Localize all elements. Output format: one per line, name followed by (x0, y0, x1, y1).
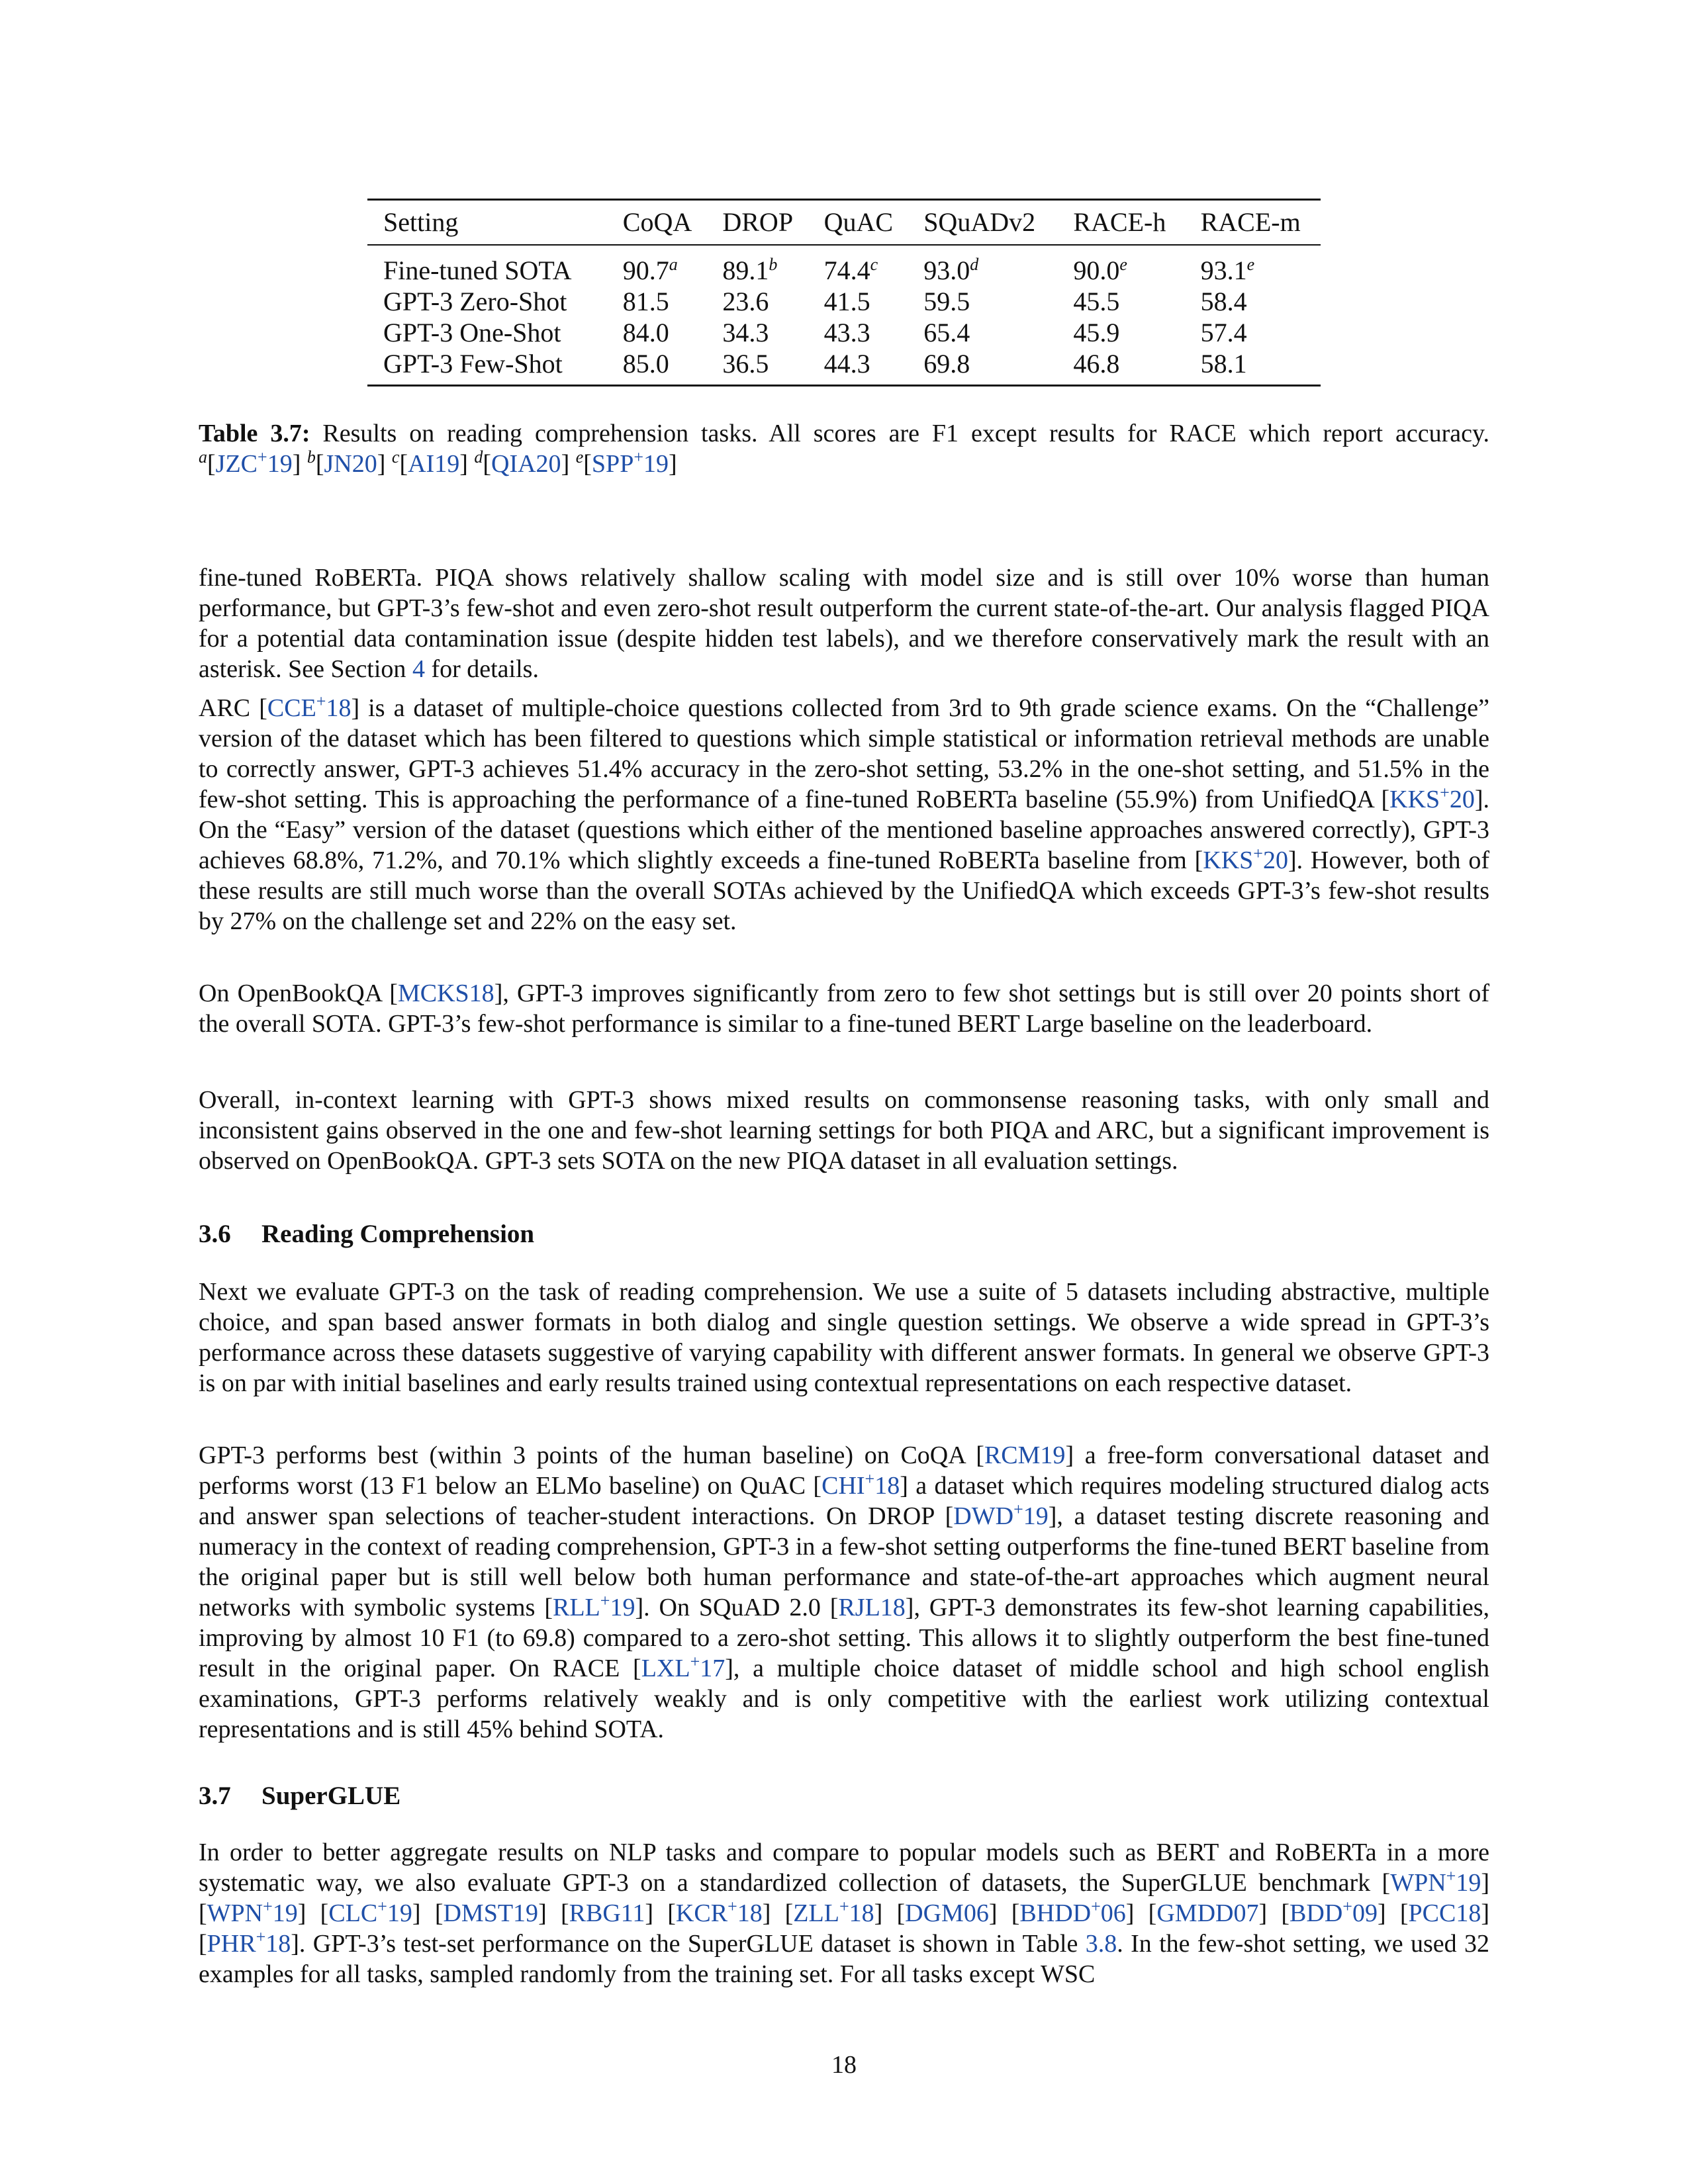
cell-value: 93.0 (923, 255, 970, 285)
section-heading-3-6 (199, 1219, 534, 1249)
section-number: 3.7 (199, 1782, 231, 1810)
citation-link[interactable]: CHI+18 (821, 1469, 900, 1500)
citation-link[interactable]: JN20 (324, 450, 377, 478)
citation-link[interactable]: DMST19 (443, 1899, 539, 1927)
cell-value: 81.5 (622, 286, 669, 316)
citation-link[interactable]: RBG11 (569, 1899, 645, 1927)
row-setting-label: GPT-3 Zero-Shot (383, 286, 567, 316)
column-header: QuAC (808, 200, 908, 245)
caption-reference: $^b$[JN20] (306, 447, 386, 478)
footnote-marker: e (1246, 254, 1255, 274)
citation-link[interactable]: RCM19 (984, 1441, 1066, 1469)
table-cell (607, 317, 707, 348)
caption-reference: $^a$[JZC+19] (199, 447, 301, 478)
cell-value: 65.4 (923, 317, 970, 347)
footnote-marker: c (870, 254, 878, 274)
paper-page (199, 0, 1489, 2184)
section-number: 3.6 (199, 1220, 231, 1248)
table-caption (199, 418, 1489, 479)
caption-text: Results on reading comprehension tasks. All scores are F1 except results for RACE which report accuracy. (310, 420, 1489, 447)
table-cell (706, 348, 808, 386)
citation-link[interactable]: JZC+19 (215, 447, 293, 478)
table-cell (1057, 348, 1184, 386)
cell-value: 93.1 (1200, 255, 1247, 285)
cell-value: 59.5 (923, 286, 970, 316)
cell-value: 90.0 (1073, 255, 1120, 285)
table-cell (908, 286, 1057, 317)
paragraph-superglue: In order to better aggregate results on NLP tasks and compare to popular models such as BERT and RoBERTa in a more systematic way, we also evaluate GPT-3 on a standardized collection of datasets, the SuperGLUE benchmark [WPN+19] [WPN+19] [CLC+19] [DMST19] [RBG11] [KCR+18] [ZLL+18] [DGM06] [BHDD+06] [GMDD07] [BDD+09] [PCC18] [PHR+18]. GPT-3’s test-set performance on the SuperGLUE dataset is shown in Table 3.8. In the few-shot setting, we used 32 examples for all tasks, sampled randomly from the training set. For all tasks except WSC (199, 1839, 1489, 1988)
citation-link[interactable]: PHR+18 (207, 1927, 291, 1958)
citation-link[interactable]: WPN+19 (207, 1897, 298, 1927)
table-cell (808, 348, 908, 386)
cell-value: 58.1 (1200, 348, 1247, 379)
citation-link[interactable]: WPN+19 (1390, 1866, 1481, 1897)
cell-value: 41.5 (823, 286, 870, 316)
table-cell (808, 317, 908, 348)
caption-label: Table 3.7: (199, 420, 310, 447)
citation-link[interactable]: LXL+17 (641, 1652, 726, 1682)
table-cell (1185, 348, 1321, 386)
results-table (367, 199, 1321, 387)
caption-reference: $^c$[AI19] (391, 447, 468, 478)
footnote-marker: e (575, 447, 584, 467)
table-cell (1057, 245, 1184, 286)
cell-value: 85.0 (622, 348, 669, 379)
page-number: 18 (831, 2051, 857, 2079)
cell-value: 34.3 (722, 317, 769, 347)
cell-value: 69.8 (923, 348, 970, 379)
caption-reference: $^e$[SPP+19] (575, 447, 677, 478)
table-cell (1185, 286, 1321, 317)
cell-value: 43.3 (823, 317, 870, 347)
citation-link[interactable]: DGM06 (905, 1899, 989, 1927)
table-cell (1185, 317, 1321, 348)
table-row (367, 348, 1321, 386)
cell-value: 57.4 (1200, 317, 1247, 347)
cell-value: 45.5 (1073, 286, 1120, 316)
citation-link[interactable]: CCE+18 (267, 692, 352, 722)
cell-value: 45.9 (1073, 317, 1120, 347)
footnote-marker: d (474, 447, 483, 467)
row-setting-label: Fine-tuned SOTA (383, 255, 572, 285)
row-setting-label: GPT-3 Few-Shot (367, 348, 607, 386)
table-cell (908, 245, 1057, 286)
citation-link[interactable]: 4 (412, 655, 425, 683)
table-cell (706, 245, 808, 286)
table-row (367, 286, 1321, 317)
cell-value: 46.8 (1073, 348, 1120, 379)
table-cell (607, 348, 707, 386)
section-title: Reading Comprehension (261, 1220, 535, 1248)
citation-link[interactable]: MCKS18 (397, 979, 494, 1007)
table-cell (808, 286, 908, 317)
cell-value: 58.4 (1200, 286, 1247, 316)
table-cell (908, 317, 1057, 348)
column-header: Setting (367, 200, 607, 245)
table-cell (607, 286, 707, 317)
citation-link[interactable]: SPP+19 (591, 447, 669, 478)
footnote-marker: e (1119, 254, 1127, 274)
table-row (367, 245, 1321, 286)
citation-link[interactable]: DWD+19 (953, 1500, 1049, 1530)
cell-value: 44.3 (823, 348, 870, 379)
citation-link[interactable]: KCR+18 (675, 1897, 763, 1927)
paragraph-reading-comprehension-results: GPT-3 performs best (within 3 points of the human baseline) on CoQA [RCM19] a free-form conversational dataset and performs worst (13 F1 below an ELMo baseline) on QuAC [CHI+18] a dataset which requires modeling structured dialog acts and answer span selections of teacher-student interactions. On DROP [DWD+19], a dataset testing discrete reasoning and numeracy in the context of reading comprehension, GPT-3 in a few-shot setting outperforms the fine-tuned BERT baseline from the original paper but is still well below both human performance and state-of-the-art approaches which augment neural networks with symbolic systems [RLL+19]. On SQuAD 2.0 [RJL18], GPT-3 demonstrates its few-shot learning capabilities, improving by almost 10 F1 (to 69.8) compared to a zero-shot setting. This allows it to slightly outperform the best fine-tuned result in the original paper. On RACE [LXL+17], a multiple choice dataset of middle school and high school english examinations, GPT-3 performs relatively weakly and is only competitive with the earliest work utilizing contextual representations and is still 45% behind SOTA. (199, 1441, 1490, 1743)
citation-link[interactable]: ZLL+18 (793, 1897, 874, 1927)
column-header: RACE-h (1057, 200, 1184, 245)
citation-link[interactable]: GMDD07 (1156, 1899, 1259, 1927)
cell-value: 90.7 (622, 255, 669, 285)
footnote-marker: a (199, 447, 207, 467)
table-cell (607, 245, 707, 286)
header-row (367, 200, 1321, 245)
paragraph-arc: ARC [CCE+18] is a dataset of multiple-choice questions collected from 3rd to 9th grade science exams. On the “Challenge” version of the dataset which has been filtered to questions which simple statistical or information retrieval methods are unable to correctly answer, GPT-3 achieves 51.4% accuracy in the zero-shot setting, 53.2% in the one-shot setting, and 51.5% in the few-shot setting. This is approaching the performance of a fine-tuned RoBERTa baseline (55.9%) from UnifiedQA [KKS+20]. On the “Easy” version of the dataset (questions which either of the mentioned baseline approaches answered correctly), GPT-3 achieves 68.8%, 71.2%, and 70.1% which slightly exceeds a fine-tuned RoBERTa baseline from [KKS+20]. However, both of these results are still much worse than the overall SOTAs achieved by the UnifiedQA which exceeds GPT-3’s few-shot results by 27% on the challenge set and 22% on the easy set. (199, 692, 1489, 935)
cell-value: 23.6 (722, 286, 769, 316)
cell-value: 89.1 (722, 255, 769, 285)
section-heading-3-7 (199, 1781, 400, 1811)
column-header: SQuADv2 (908, 200, 1057, 245)
table-body (367, 245, 1321, 386)
paragraph-reading-comprehension-intro: Next we evaluate GPT-3 on the task of reading comprehension. We use a suite of 5 datasets including abstractive, multiple choice, and span based answer formats in both dialog and single question settings. We observe a wide spread in GPT-3’s performance across these datasets suggestive of varying capability with different answer formats. In general we observe GPT-3 is on par with initial baselines and early results trained using contextual representations on each respective dataset. (199, 1278, 1489, 1397)
cell-value: 74.4 (823, 255, 870, 285)
citation-link[interactable]: QIA20 (491, 450, 561, 478)
footnote-marker: d (970, 254, 979, 274)
citation-link[interactable]: PCC18 (1408, 1899, 1481, 1927)
table-cell (1185, 245, 1321, 286)
citation-link[interactable]: 3.8 (1085, 1930, 1117, 1958)
citation-link[interactable]: BDD+09 (1289, 1897, 1378, 1927)
table-cell (1057, 286, 1184, 317)
footnote-marker: b (769, 254, 778, 274)
cell-value: 84.0 (622, 317, 669, 347)
caption-references (199, 447, 677, 478)
caption-reference: $^d$[QIA20] (474, 447, 570, 478)
paragraph-piqa: fine-tuned RoBERTa. PIQA shows relatively shallow scaling with model size and is still over 10% worse than human performance, but GPT-3’s few-shot and even zero-shot result outperform the current state-of-the-art. Our analysis flagged PIQA for a potential data contamination issue (despite hidden test labels), and we therefore conservatively mark the result with an asterisk. See Section 4 for details. (199, 564, 1489, 683)
citation-link[interactable]: AI19 (408, 450, 460, 478)
paragraph-overall: Overall, in-context learning with GPT-3 shows mixed results on commonsense reasoning tasks, with only small and inconsistent gains observed in the one and few-shot learning settings for both PIQA and ARC, but a significant improvement is observed on OpenBookQA. GPT-3 sets SOTA on the new PIQA dataset in all evaluation settings. (199, 1086, 1489, 1175)
paragraph-openbookqa: On OpenBookQA [MCKS18], GPT-3 improves significantly from zero to few shot settings but is still over 20 points short of the overall SOTA. GPT-3’s few-shot performance is similar to a fine-tuned BERT Large baseline on the leaderboard. (199, 979, 1489, 1038)
row-setting-label: GPT-3 One-Shot (383, 317, 561, 347)
footnote-marker: a (669, 254, 678, 274)
citation-link[interactable]: RLL+19 (552, 1591, 635, 1621)
cell-value: 36.5 (722, 348, 769, 379)
column-header: RACE-m (1185, 200, 1321, 245)
table-row (367, 317, 1321, 348)
citation-link[interactable]: BHDD+06 (1019, 1897, 1126, 1927)
citation-link[interactable]: KKS+20 (1203, 844, 1288, 874)
section-title: SuperGLUE (261, 1782, 401, 1810)
footnote-marker: b (306, 447, 316, 467)
citation-link[interactable]: RJL18 (838, 1594, 906, 1621)
table-header (367, 200, 1321, 245)
table-cell (706, 317, 808, 348)
citation-link[interactable]: CLC+19 (328, 1897, 412, 1927)
table-cell (908, 348, 1057, 386)
citation-link[interactable]: KKS+20 (1389, 783, 1475, 813)
table-cell (1057, 317, 1184, 348)
table-cell (808, 245, 908, 286)
table-cell (706, 286, 808, 317)
column-header: CoQA (607, 200, 707, 245)
footnote-marker: c (391, 447, 400, 467)
column-header: DROP (706, 200, 808, 245)
